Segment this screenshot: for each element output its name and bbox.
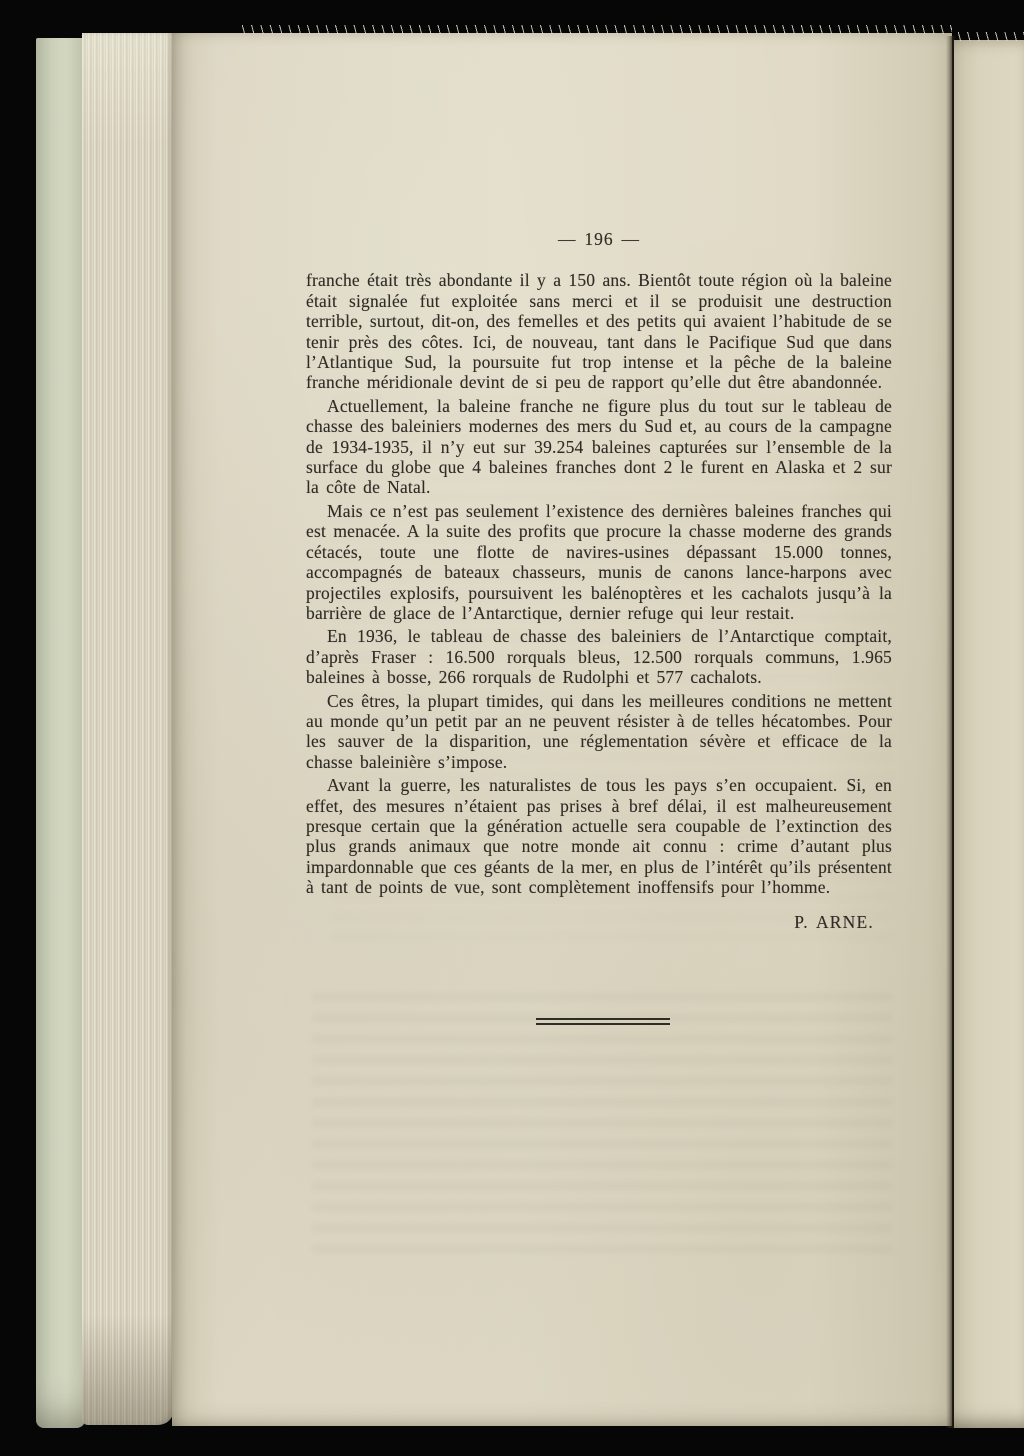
paragraph: Mais ce n’est pas seulement l’existence des dernières baleines franches qui est menacée. A la suite des profits que procure la chasse moderne des grands cétacés, toute une flotte de navires-usines dépassant 15.000 tonnes, accompagnés de bateaux chasseurs, munis de canons lance-harpons avec projectiles explosifs, poursuivent les balénoptères et les cachalots jusqu’à la barrière de glace de l’Antarctique, dernier refuge qui leur restait. xyxy=(306,500,892,623)
page-stack-fore-edge xyxy=(82,33,174,1425)
section-divider-double-rule xyxy=(536,1018,670,1025)
book-page xyxy=(172,33,952,1426)
paragraph: Avant la guerre, les naturalistes de tous les pays s’en occupaient. Si, en effet, des mesures n’étaient pas prises à bref délai, il est malheureusement presque certain que la génération actuelle sera coupable de l’extinction des plus grands animaux que notre monde ait connu : crime d’autant plus impardonnable que ces géants de la mer, en plus de l’intérêt qu’ils présentent à tant de points de vue, sont complètement inoffensifs pour l’homme. xyxy=(306,775,892,898)
paragraph: Ces êtres, la plupart timides, qui dans les meilleures conditions ne mettent au monde qu’un petit par an ne peuvent résister à de telles hécatombes. Pour les sauver de la disparition, une réglementation sévère et efficace de la chasse baleinière s’impose. xyxy=(306,690,892,772)
page-content xyxy=(306,229,892,1025)
page-number: — 196 — xyxy=(558,229,640,249)
facing-page-edge xyxy=(954,40,1024,1428)
book-endpaper-edge xyxy=(36,38,86,1428)
paragraph: franche était très abondante il y a 150 ans. Bientôt toute région où la baleine était signalée fut exploitée sans merci et il se produisit une destruction terrible, surtout, dit-on, des femelles et des petits qui avaient l’habitude de se tenir près des côtes. Ici, de nouveau, tant dans le Pacifique Sud que dans l’Atlantique Sud, la poursuite fut trop intense et la pêche de la baleine franche méridionale devint de si peu de rapport qu’elle dut être abandonnée. xyxy=(306,270,892,393)
bleed-through-ghost-text xyxy=(312,993,892,1253)
paragraph: En 1936, le tableau de chasse des baleiniers de l’Antarctique comptait, d’après Fraser : 16.500 rorquals bleus, 12.500 rorquals communs, 1.965 baleines à bosse, 266 rorquals de Rudolphi et 577 cachalots. xyxy=(306,626,892,688)
deckle-edge-fibers-top-right xyxy=(956,32,1024,41)
author-signature: P. ARNE. xyxy=(794,911,874,932)
paragraph: Actuellement, la baleine franche ne figure plus du tout sur le tableau de chasse des baleiniers modernes des mers du Sud et, au cours de la campagne de 1934-1935, il n’y eut sur 39.254 baleines capturées sur l’ensemble de la surface du globe que 4 baleines franches dont 2 le furent en Alaska et 2 sur la côte de Natal. xyxy=(306,395,892,498)
deckle-edge-fibers-top xyxy=(240,25,952,34)
